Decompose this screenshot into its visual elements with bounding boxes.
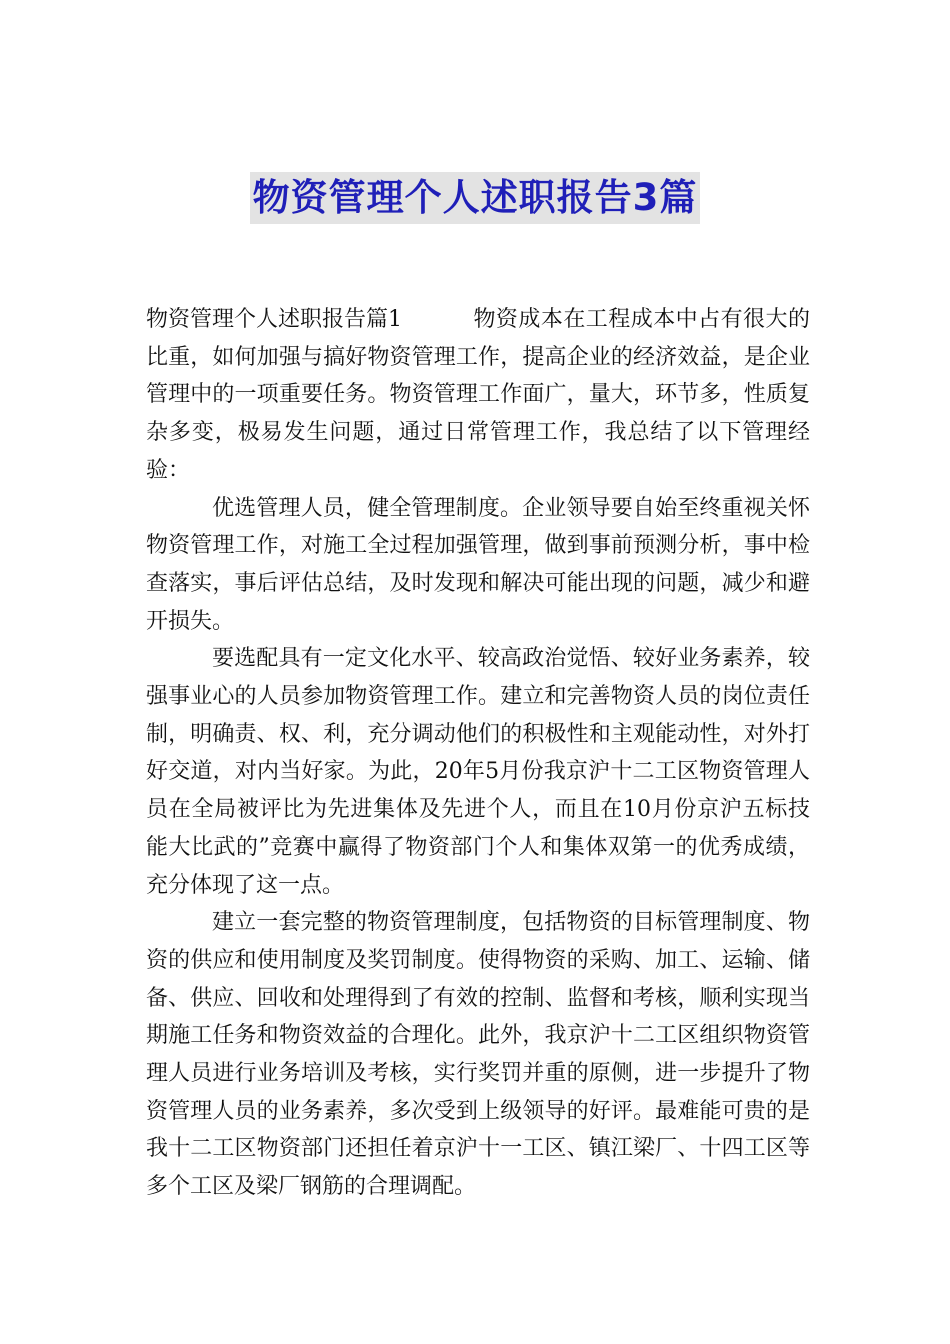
document-body (146, 301, 810, 1206)
document-title: 物资管理个人述职报告3篇 (250, 172, 701, 224)
paragraph: 优选管理人员，健全管理制度。企业领导要自始至终重视关怀物资管理工作，对施工全过程加强管理，做到事前预测分析，事中检查落实，事后评估总结，及时发现和解决可能出现的问题，减少和避开损失。 (146, 495, 810, 634)
title-container (0, 172, 950, 224)
paragraph: 建立一套完整的物资管理制度，包括物资的目标管理制度、物资的供应和使用制度及奖罚制度。使得物资的采购、加工、运输、储备、供应、回收和处理得到了有效的控制、监督和考核，顺利实现当期施工任务和物资效益的合理化。此外，我京沪十二工区组织物资管理人员进行业务培训及考核，实行奖罚并重的原侧，进一步提升了物资管理人员的业务素养，多次受到上级领导的好评。最难能可贵的是我十二工区物资部门还担任着京沪十一工区、镇江梁厂、十四工区等多个工区及梁厂钢筋的合理调配。 (146, 910, 810, 1200)
paragraph-intro (146, 301, 810, 490)
section-heading: 物资管理个人述职报告篇1 (146, 307, 402, 332)
paragraph-text: 物资成本在工程成本中占有很大的比重，如何加强与搞好物资管理工作，提高企业的经济效益，是企业管理中的一项重要任务。物资管理工作面广，量大，环节多，性质复杂多变，极易发生问题，通过日常管理工作，我总结了以下管理经验： (146, 307, 810, 483)
paragraph: 要选配具有一定文化水平、较高政治觉悟、较好业务素养，较强事业心的人员参加物资管理工作。建立和完善物资人员的岗位责任制，明确责、权、利，充分调动他们的积极性和主观能动性，对外打好交道，对内当好家。为此，20年5月份我京沪十二工区物资管理人员在全局被评比为先进集体及先进个人，而且在10月份京沪五标技能大比武的”竞赛中赢得了物资部门个人和集体双第一的优秀成绩，充分体现了这一点。 (146, 646, 810, 898)
